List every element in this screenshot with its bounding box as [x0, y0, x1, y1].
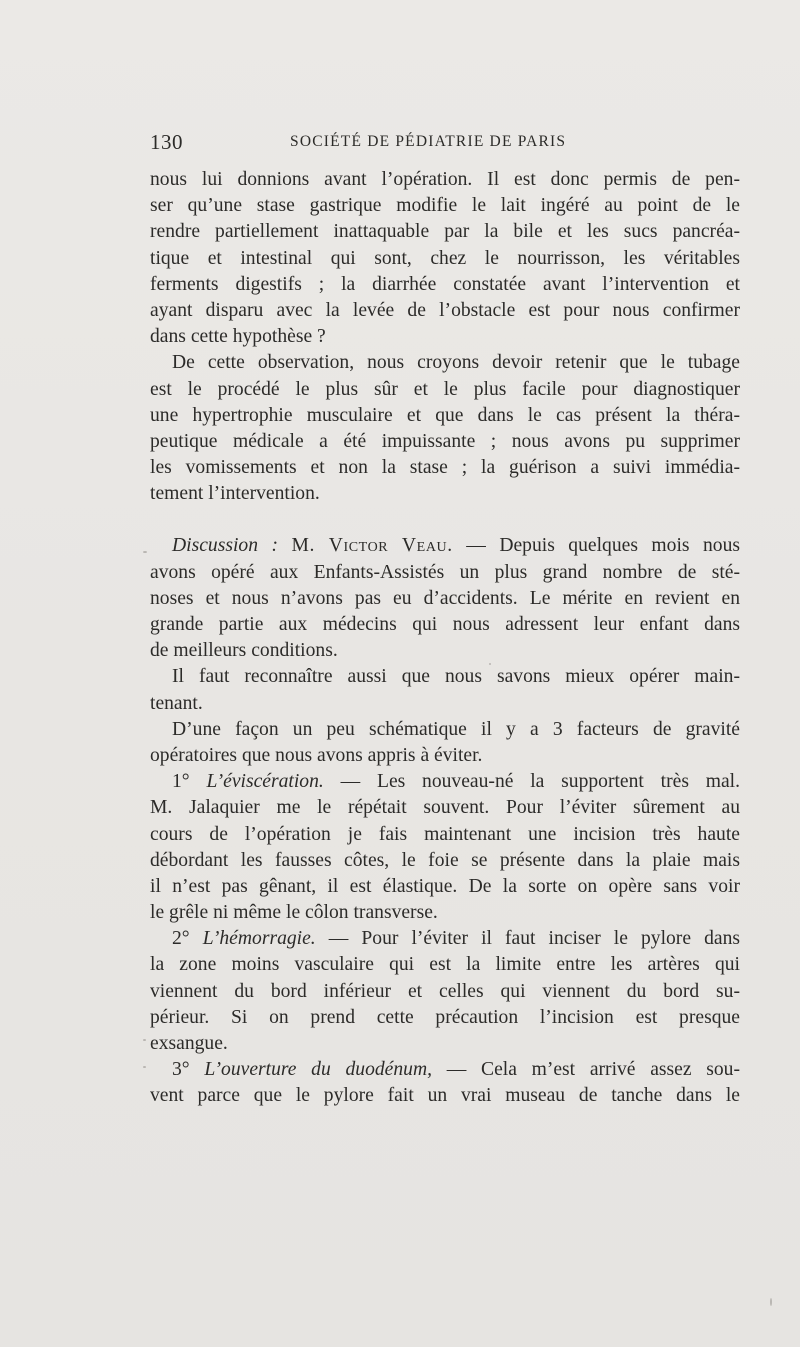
text-line: D’une façon un peu schématique il y a 3 facteurs de gravité [172, 718, 740, 740]
text-line: noses et nous n’avons pas eu d’accidents. Le mérite en revient en [150, 587, 740, 609]
item-number: 3° [172, 1059, 190, 1081]
text-line: cours de l’opération je fais maintenant une incision très haute [150, 823, 740, 845]
running-head: SOCIÉTÉ DE PÉDIATRIE DE PARIS [290, 133, 567, 150]
paper-speck [489, 663, 491, 665]
text-line: ser qu’une stase gastrique modifie le lait ingéré au point de le [150, 195, 740, 217]
text-line: nous lui donnions avant l’opération. Il est donc permis de pen- [150, 169, 740, 190]
text-line: ferments digestifs ; la diarrhée constatée avant l’intervention et [150, 273, 740, 295]
item-3-line [150, 1057, 740, 1083]
paper-speck [143, 551, 147, 553]
text-line: tique et intestinal qui sont, chez le nourrisson, les véritables [150, 247, 740, 269]
paper-speck [770, 1298, 772, 1306]
text-fragment: — Les nouveau-né la supportent très mal. [340, 771, 741, 793]
text-line: grande partie aux médecins qui nous adressent leur enfant dans [150, 614, 740, 635]
text-fragment: — Cela m’est arrivé assez sou- [446, 1059, 740, 1081]
paper-speck [143, 1039, 146, 1041]
page-header [150, 130, 742, 156]
text-line: est le procédé le plus sûr et le plus facile pour diagnostiquer [150, 378, 740, 400]
text-line: viennent du bord inférieur et celles qui viennent du bord su- [150, 980, 740, 1002]
text-line: périeur. Si on prend cette précaution l’incision est presque [150, 1006, 740, 1028]
text-line: rendre partiellement inattaquable par la bile et les sucs pancréa- [150, 221, 740, 243]
page-number: 130 [150, 130, 183, 154]
item-1-line [150, 769, 740, 795]
text-line: tement l’intervention. [150, 483, 320, 505]
text-line: le grêle ni même le côlon transverse. [150, 902, 438, 924]
item-title: L’hémorragie. [202, 928, 316, 950]
item-title: L’ouverture du duodénum, [204, 1059, 432, 1081]
text-line: peutique médicale a été impuissante ; nous avons pu supprimer [150, 430, 740, 452]
item-number: 1° [172, 771, 190, 793]
text-line: M. Jalaquier me le répétait souvent. Pour l’éviter sûrement au [150, 797, 740, 819]
text-line: débordant les fausses côtes, le foie se présente dans la plaie mais [150, 849, 740, 871]
body-text [150, 167, 740, 1110]
text-line: opératoires que nous avons appris à éviter. [150, 744, 483, 766]
item-number: 2° [172, 928, 190, 950]
item-2-line [150, 926, 740, 952]
discussion-label: Discussion : [172, 535, 278, 557]
text-line: Il faut reconnaître aussi que nous savons mieux opérer main- [172, 666, 740, 688]
text-line: les vomissements et non la stase ; la guérison a suivi immédia- [150, 457, 740, 479]
item-title: L’éviscération. [206, 771, 324, 793]
discussion-author: M. Victor Veau. [291, 535, 453, 557]
text-line: ayant disparu avec la levée de l’obstacle est pour nous confirmer [150, 299, 740, 321]
text-line: De cette observation, nous croyons devoir retenir que le tubage [172, 352, 740, 374]
text-line: la zone moins vasculaire qui est la limite entre les artères qui [150, 954, 740, 976]
paragraph-gap [150, 507, 740, 533]
text-line: une hypertrophie musculaire et que dans le cas présent la théra- [150, 404, 740, 426]
text-fragment: — Depuis quelques mois nous [466, 535, 741, 557]
text-fragment: — Pour l’éviter il faut inciser le pylore dans [328, 928, 740, 950]
text-line: exsangue. [150, 1033, 228, 1054]
paper-speck [143, 1066, 146, 1068]
text-line: dans cette hypothèse ? [150, 326, 326, 348]
text-line: il n’est pas gênant, il est élastique. De la sorte on opère sans voir [150, 875, 740, 897]
text-line: avons opéré aux Enfants-Assistés un plus grand nombre de sté- [150, 561, 740, 583]
text-line: vent parce que le pylore fait un vrai museau de tanche dans le [150, 1085, 740, 1107]
text-line: tenant. [150, 692, 203, 714]
text-line: de meilleurs conditions. [150, 640, 338, 662]
discussion-line [150, 533, 740, 559]
